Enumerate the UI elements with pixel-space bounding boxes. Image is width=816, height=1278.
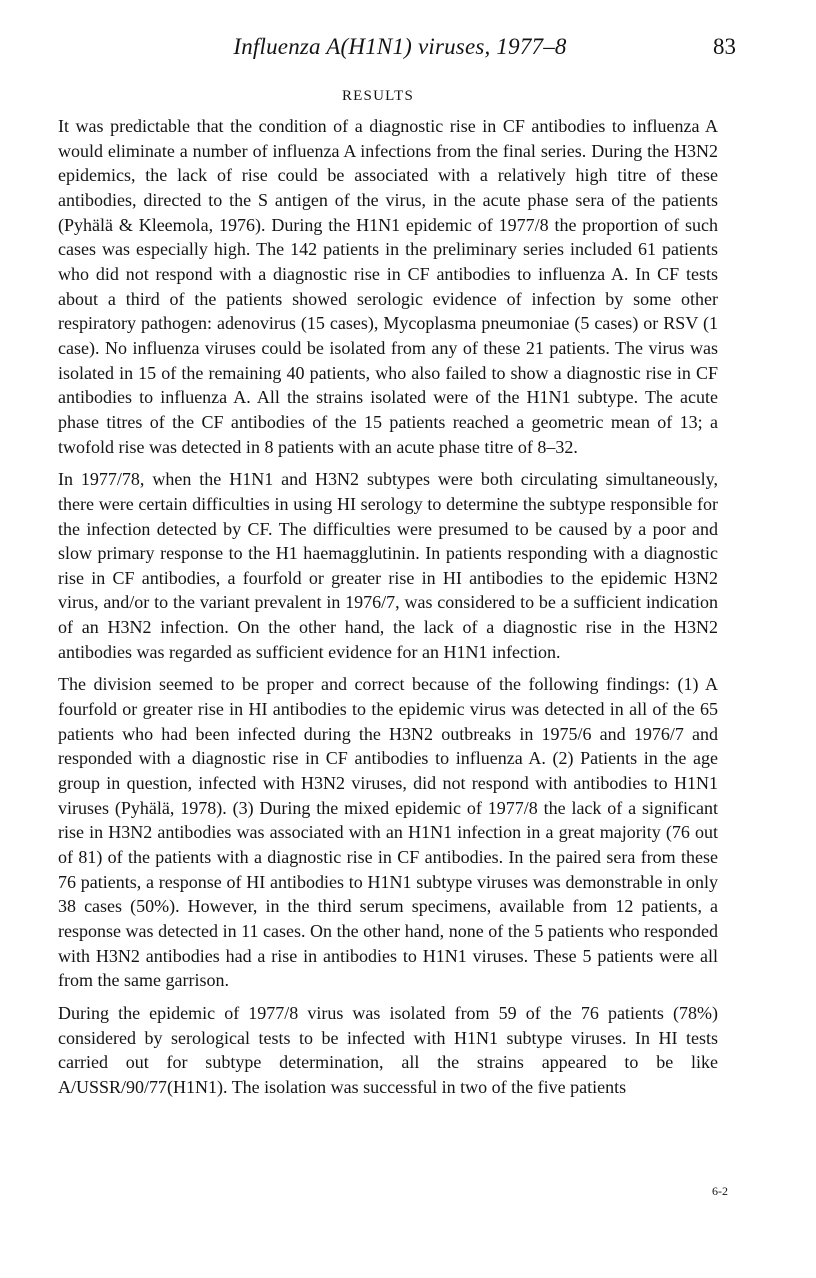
section-heading-results: RESULTS bbox=[341, 88, 415, 104]
paragraph-1: It was predictable that the condition of a diagnostic rise in CF antibodies to influenza A would eliminate a number of influenza A infections from the final series. During the H3N2 epidemics, the lack of rise could be associated with a relatively high titre of these antibodies, directed to the S antigen of the virus, in the acute phase sera of the patients (Pyhälä & Kleemola, 1976). During the H1N1 epidemic of 1977/8 the proportion of such cases was especially high. The 142 patients in the preliminary series included 61 patients who did not respond with a diagnostic rise in CF antibodies to influenza A. In CF tests about a third of the patients showed serologic evidence of infection by some other respiratory pathogen: adenovirus (15 cases), Mycoplasma pneumoniae (5 cases) or RSV (1 case). No influenza viruses could be isolated from any of these 21 patients. The virus was isolated in 15 of the remaining 40 patients, who also failed to show a diagnostic rise in CF antibodies to influenza A. All the strains isolated were of the H1N1 subtype. The acute phase titres of the CF antibodies of the 15 patients reached a geometric mean of 13; a twofold rise was detected in 8 patients with an acute phase titre of 8–32. bbox=[58, 116, 718, 457]
paragraph-4: During the epidemic of 1977/8 virus was isolated from 59 of the 76 patients (78%) considered by serological tests to be infected with H1N1 subtype viruses. In HI tests carried out for subtype determination, all the strains appeared to be like A/USSR/90/77(H1N1). The isolation was successful in two of the five patients bbox=[58, 1002, 718, 1097]
signature-mark: 6-2 bbox=[712, 1184, 728, 1198]
paragraph-3: The division seemed to be proper and correct because of the following findings: (1) A fourfold or greater rise in HI antibodies to the epidemic virus was detected in all of the 65 patients who had been infected during the H3N2 outbreaks in 1975/6 and 1976/7 and responded with a diagnostic rise in CF antibodies to influenza A. (2) Patients in the age group in question, infected with H3N2 viruses, did not respond with antibodies to H1N1 viruses (Pyhälä, 1978). (3) During the mixed epidemic of 1977/8 the lack of a significant rise in H3N2 antibodies was associated with an H1N1 infection in a great majority (76 out of 81) of the patients with a diagnostic rise in CF antibodies. In the paired sera from these 76 patients, a response of HI antibodies to H1N1 subtype viruses was demonstrable in only 38 cases (50%). However, in the third serum specimens, available from 12 patients, a response was detected in 11 cases. On the other hand, none of the 5 patients who responded with H3N2 antibodies had a rise in antibodies to H1N1 viruses. These 5 patients were all from the same garrison. bbox=[58, 674, 718, 991]
article-body bbox=[58, 114, 718, 1108]
running-title: Influenza A(H1N1) viruses, 1977–8 bbox=[233, 34, 567, 59]
page-number: 83 bbox=[713, 34, 736, 59]
paragraph-2: In 1977/78, when the H1N1 and H3N2 subtypes were both circulating simultaneously, there were certain difficulties in using HI serology to determine the subtype responsible for the infection detected by CF. The difficulties were presumed to be caused by a poor and slow primary response to the H1 haemagglutinin. In patients responding with a diagnostic rise in CF antibodies, a fourfold or greater rise in HI antibodies to the epidemic H3N2 virus, and/or to the variant prevalent in 1976/7, was considered to be a sufficient indication of an H3N2 infection. On the other hand, the lack of a diagnostic rise in the H3N2 antibodies was regarded as sufficient evidence for an H1N1 infection. bbox=[58, 469, 718, 662]
